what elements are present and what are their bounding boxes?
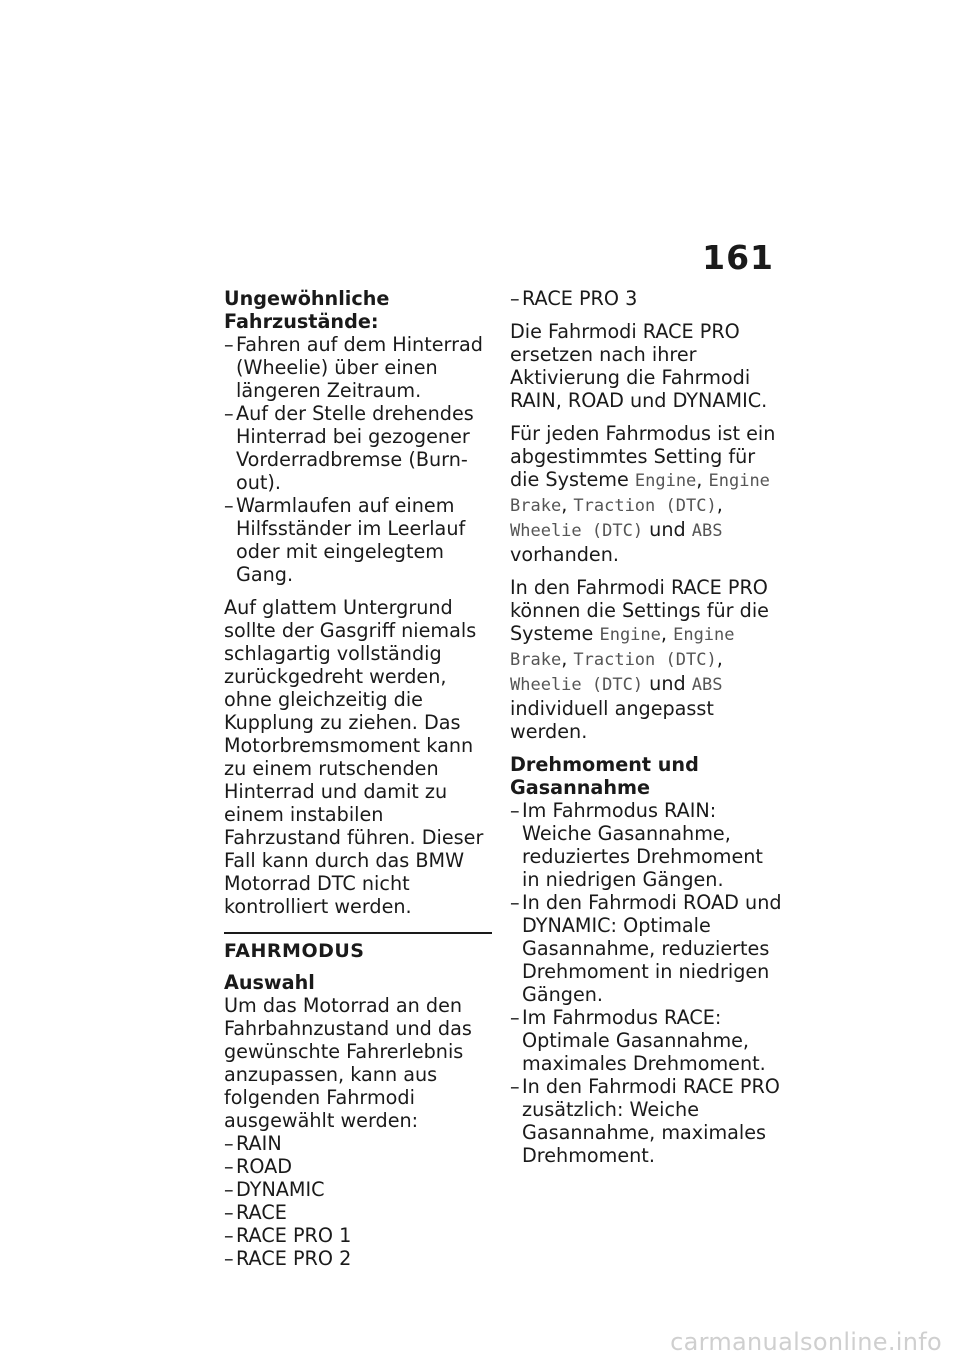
list-item: – RACE — [224, 1201, 287, 1224]
watermark: carmanualsonline.info — [670, 1328, 942, 1356]
torque-heading: Drehmoment und Gasannahme — [510, 753, 699, 799]
list-item: – Im Fahrmodus RAIN: Weiche Gasannahme, reduziertes Drehmoment in niedrigen Gängen. — [510, 799, 763, 891]
modes-list-continued — [510, 287, 782, 310]
unusual-conditions-heading: Ungewöhnliche Fahrzustände: — [224, 287, 390, 333]
left-column — [224, 287, 492, 1270]
section-title: FAHRMODUS — [224, 932, 492, 963]
list-item: – Warmlaufen auf einem Hilfsständer im Leerlauf oder mit eingelegtem Gang. — [224, 494, 466, 586]
torque-list — [510, 799, 782, 1167]
list-item: – In den Fahrmodi ROAD und DYNAMIC: Optimale Gasannahme, reduziertes Drehmoment in niedrigen Gängen. — [510, 891, 782, 1006]
selection-paragraph: Um das Motorrad an den Fahrbahnzustand und das gewünschte Fahrerlebnis anzupassen, kann aus folgenden Fahrmodi ausgewählt werden: — [224, 994, 472, 1132]
race-pro-settings-paragraph: In den Fahrmodi RACE PRO können die Settings für die Systeme Engine, Engine Brake, Traction (DTC), Wheelie (DTC) und ABS individuell angepasst werden. — [510, 576, 769, 743]
modes-list — [224, 1132, 492, 1270]
list-item: – DYNAMIC — [224, 1178, 325, 1201]
slippery-surface-paragraph: Auf glattem Untergrund sollte der Gasgriff niemals schlagartig vollständig zurückgedreht werden, ohne gleichzeitig die Kupplung zu ziehen. Das Motorbremsmoment kann zu einem rutschenden Hinterrad und damit zu einem instabilen Fahrzustand führen. Dieser Fall kann durch das BMW Motorrad DTC nicht kontrolliert werden. — [224, 596, 484, 918]
list-item: – RACE PRO 3 — [510, 287, 638, 310]
list-item: – RAIN — [224, 1132, 282, 1155]
selection-subheading: Auswahl — [224, 971, 315, 994]
race-pro-paragraph: Die Fahrmodi RACE PRO ersetzen nach ihrer Aktivierung die Fahrmodi RAIN, ROAD und DYNAMIC. — [510, 320, 768, 412]
list-item: – Im Fahrmodus RACE: Optimale Gasannahme, maximales Drehmoment. — [510, 1006, 766, 1075]
unusual-conditions-list — [224, 333, 492, 586]
list-item: – Fahren auf dem Hinterrad (Wheelie) über einen längeren Zeitraum. — [224, 333, 483, 402]
list-item: – In den Fahrmodi RACE PRO zusätzlich: Weiche Gasannahme, maximales Drehmoment. — [510, 1075, 780, 1167]
settings-paragraph: Für jeden Fahrmodus ist ein abgestimmtes Setting für die Systeme Engine, Engine Brake, Traction (DTC), Wheelie (DTC) und ABS vorhanden. — [510, 422, 776, 566]
list-item: – RACE PRO 2 — [224, 1247, 352, 1270]
page-number: 161 — [702, 238, 774, 277]
list-item: – RACE PRO 1 — [224, 1224, 352, 1247]
list-item: – Auf der Stelle drehendes Hinterrad bei gezogener Vorderradbremse (Burn-out). — [224, 402, 474, 494]
list-item: – ROAD — [224, 1155, 292, 1178]
right-column — [510, 287, 782, 1167]
